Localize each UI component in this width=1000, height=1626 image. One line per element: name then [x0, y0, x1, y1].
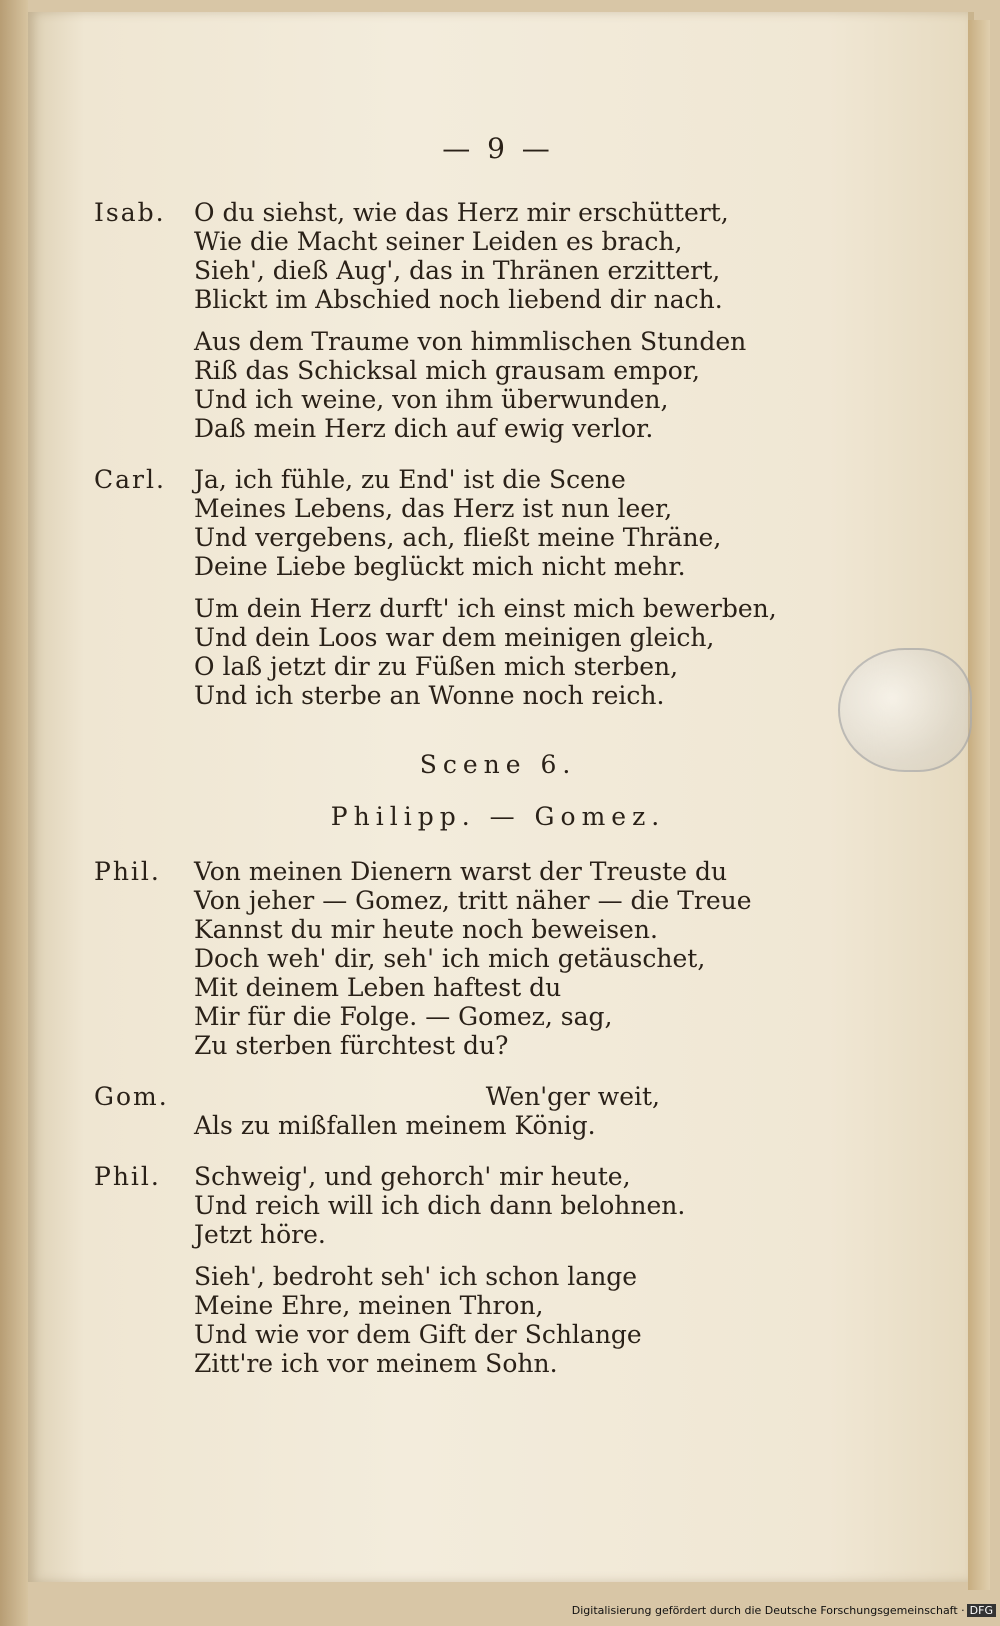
footer-text: Digitalisierung gefördert durch die Deutsche Forschungsgemeinschaft · [571, 1604, 965, 1617]
verse-line: Und dein Loos war dem meinigen gleich, [194, 623, 715, 652]
verse-line: Jetzt höre. [194, 1220, 326, 1249]
verse-line: Sieh', dieß Aug', das in Thränen erzittert, [194, 256, 721, 285]
verse-line: Und wie vor dem Gift der Schlange [194, 1320, 642, 1349]
verse-line: Und ich sterbe an Wonne noch reich. [194, 681, 665, 710]
speaker-label: Phil. [94, 1162, 161, 1191]
verse-line: Riß das Schicksal mich grausam empor, [194, 356, 701, 385]
verse-line: Kannst du mir heute noch beweisen. [194, 915, 658, 944]
book-gutter [0, 0, 28, 1626]
speaker-label: Isab. [94, 198, 166, 227]
verse-line: Als zu mißfallen meinem König. [194, 1111, 596, 1140]
verse-line: Und reich will ich dich dann belohnen. [194, 1191, 686, 1220]
verse-line: Um dein Herz durft' ich einst mich bewerben, [194, 594, 777, 623]
verse-line: Wen'ger weit, [485, 1082, 660, 1111]
page-edge [968, 20, 990, 1590]
speaker-label: Gom. [94, 1082, 169, 1111]
verse-line: Daß mein Herz dich auf ewig verlor. [194, 414, 654, 443]
page-text [28, 12, 968, 1582]
verse-line: Meines Lebens, das Herz ist nun leer, [194, 494, 673, 523]
verse-line: O du siehst, wie das Herz mir erschüttert, [194, 198, 729, 227]
verse-line: Zu sterben fürchtest du? [194, 1031, 509, 1060]
verse-line: Ja, ich fühle, zu End' ist die Scene [194, 465, 626, 494]
verse-line: Wie die Macht seiner Leiden es brach, [194, 227, 683, 256]
speaker-label: Carl. [94, 465, 166, 494]
digitization-footer [560, 1604, 996, 1624]
verse-line: Von jeher — Gomez, tritt näher — die Treue [194, 886, 752, 915]
verse-line: Mit deinem Leben haftest du [194, 973, 562, 1002]
book-page [28, 12, 974, 1582]
verse-line: Schweig', und gehorch' mir heute, [194, 1162, 631, 1191]
verse-line: Sieh', bedroht seh' ich schon lange [194, 1262, 638, 1291]
verse-line: Deine Liebe beglückt mich nicht mehr. [194, 552, 686, 581]
speaker-label: Phil. [94, 857, 161, 886]
verse-line: Aus dem Traume von himmlischen Stunden [194, 327, 747, 356]
verse-line: Mir für die Folge. — Gomez, sag, [194, 1002, 613, 1031]
verse-line: O laß jetzt dir zu Füßen mich sterben, [194, 652, 679, 681]
verse-line: Doch weh' dir, seh' ich mich getäuschet, [194, 944, 706, 973]
dfg-logo: DFG [967, 1604, 996, 1617]
verse-line: Blickt im Abschied noch liebend dir nach. [194, 285, 723, 314]
verse-line: Meine Ehre, meinen Thron, [194, 1291, 544, 1320]
glass-weight [838, 648, 972, 772]
scene-characters: Philipp. — Gomez. [330, 802, 666, 831]
verse-line: Und ich weine, von ihm überwunden, [194, 385, 669, 414]
page-number: — 9 — [442, 132, 554, 165]
scene-heading: Scene 6. [419, 750, 577, 779]
verse-line: Zitt're ich vor meinem Sohn. [194, 1349, 558, 1378]
verse-line: Von meinen Dienern warst der Treuste du [194, 857, 728, 886]
verse-line: Und vergebens, ach, fließt meine Thräne, [194, 523, 722, 552]
